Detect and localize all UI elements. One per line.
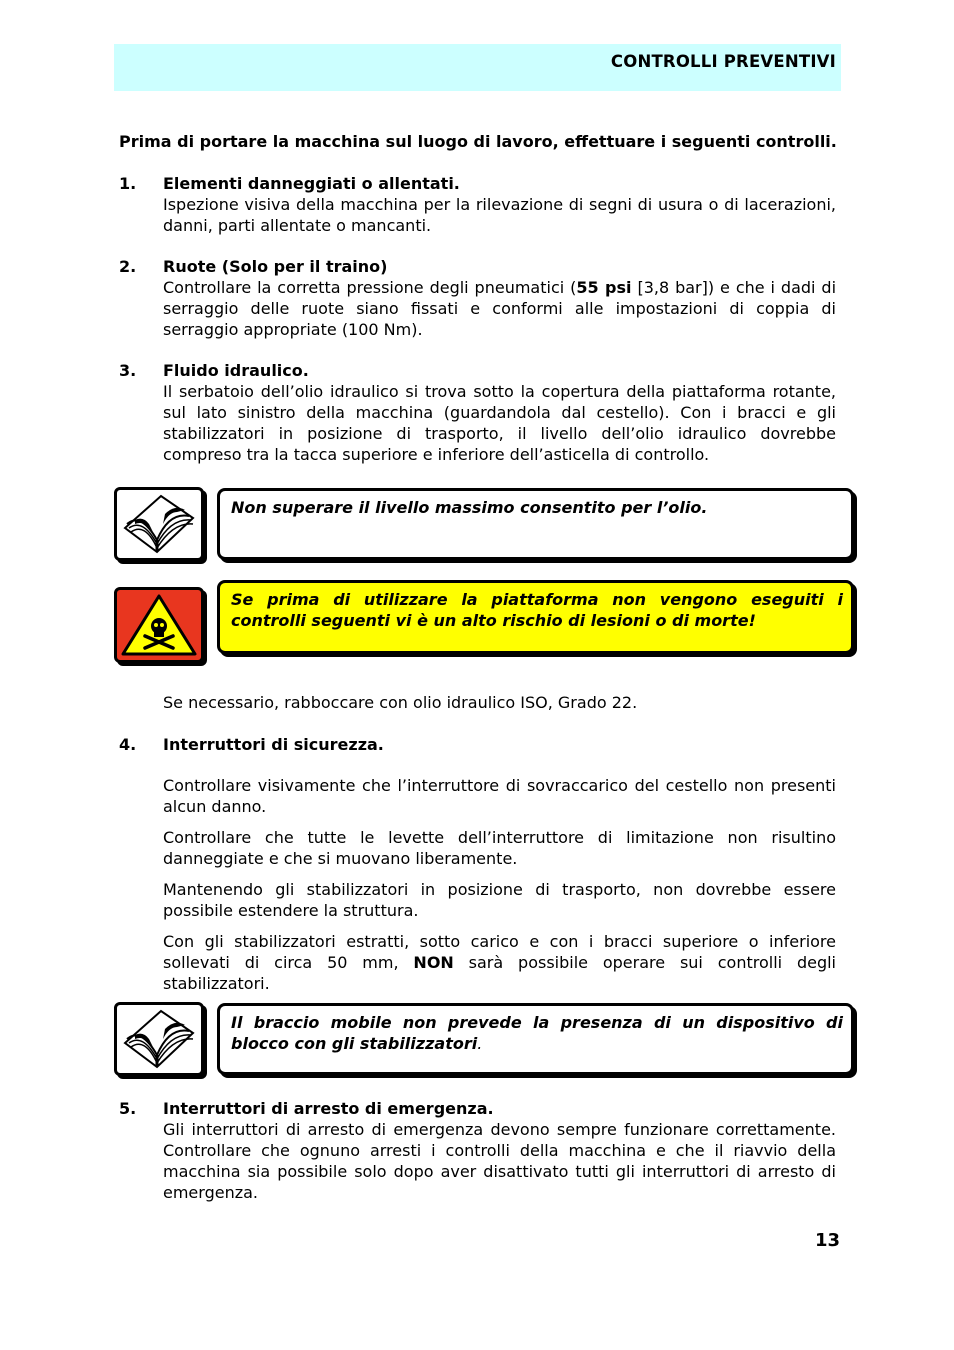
pressure-value: 55 psi bbox=[576, 278, 632, 297]
item-number: 2. bbox=[119, 257, 137, 276]
safety-paragraph-1: Controllare visivamente che l’interruttore di sovraccarico del cestello non presenti alcun danno. bbox=[163, 776, 836, 816]
header-bar bbox=[114, 44, 841, 91]
note-text: Il braccio mobile non prevede la presenza di un dispositivo di blocco con gli stabilizzatori bbox=[231, 1013, 843, 1053]
item-title: Elementi danneggiati o allentati. bbox=[163, 174, 460, 193]
item-body: Gli interruttori di arresto di emergenza devono sempre funzionare correttamente. Controllare che ognuno arresti i controlli della macchina e che il riavvio della macchina sia possibile solo dopo aver disattivato tutti gli interruttori di arresto di emergenza. bbox=[163, 1120, 836, 1202]
item-body bbox=[163, 277, 836, 340]
manual-icon-box bbox=[114, 1002, 204, 1076]
refill-instruction: Se necessario, rabboccare con olio idraulico ISO, Grado 22. bbox=[163, 693, 638, 712]
danger-warning bbox=[217, 580, 854, 654]
list-item-3 bbox=[119, 360, 836, 465]
list-item-5 bbox=[119, 1098, 836, 1203]
list-item-1 bbox=[119, 173, 836, 236]
emphasis-text: NON bbox=[413, 953, 454, 972]
item-title: Fluido idraulico. bbox=[163, 361, 309, 380]
item-title: Ruote (Solo per il traino) bbox=[163, 257, 388, 276]
intro-text: Prima di portare la macchina sul luogo di lavoro, effettuare i seguenti controlli. bbox=[119, 132, 837, 151]
item-number: 3. bbox=[119, 361, 137, 380]
open-book-icon bbox=[117, 1005, 201, 1073]
manual-icon-box bbox=[114, 487, 204, 561]
note-text-end: . bbox=[477, 1034, 483, 1053]
warning-text: Se prima di utilizzare la piattaforma non vengono eseguiti i controlli seguenti vi è un alto rischio di lesioni o di morte! bbox=[231, 590, 843, 630]
body-text: sarà possibile operare sui controlli degli stabilizzatori. bbox=[163, 953, 836, 993]
skull-warning-icon bbox=[117, 590, 201, 660]
list-item-2 bbox=[119, 256, 836, 340]
boom-lock-note bbox=[217, 1003, 854, 1075]
item-title: Interruttori di sicurezza. bbox=[163, 735, 384, 754]
oil-level-note bbox=[217, 488, 854, 560]
item-body: Il serbatoio dell’olio idraulico si trova sotto la copertura della piattaforma rotante, sul lato sinistro della macchina (guardandola dal cestello). Con i bracci e gli stabilizzatori in posizione di trasporto, il livello dell’olio idraulico dovrebbe compreso tra la tacca superiore e inferiore dell’asticella di controllo. bbox=[163, 382, 836, 464]
safety-paragraph-2: Controllare che tutte le levette dell’interruttore di limitazione non risultino danneggiate e che si muovano liberamente. bbox=[163, 828, 836, 868]
safety-paragraph-3: Mantenendo gli stabilizzatori in posizione di trasporto, non dovrebbe essere possibile estendere la struttura. bbox=[163, 880, 836, 920]
item-title: Interruttori di arresto di emergenza. bbox=[163, 1099, 494, 1118]
danger-icon-box bbox=[114, 587, 204, 663]
item-number: 4. bbox=[119, 735, 137, 754]
note-text: Non superare il livello massimo consentito per l’olio. bbox=[231, 498, 708, 517]
list-item-4 bbox=[119, 734, 836, 755]
section-title: CONTROLLI PREVENTIVI bbox=[610, 52, 836, 71]
item-number: 5. bbox=[119, 1099, 137, 1118]
page-number: 13 bbox=[814, 1230, 840, 1251]
item-number: 1. bbox=[119, 174, 137, 193]
body-text: [3,8 bar]) e che i dadi di serraggio delle ruote siano fissati e conformi alle impostazioni di coppia di serraggio appropriate (100 Nm). bbox=[163, 278, 837, 339]
body-text: Con gli stabilizzatori estratti, sotto carico e con i bracci superiore o inferiore sollevati di circa 50 mm, bbox=[163, 932, 836, 972]
item-body: Ispezione visiva della macchina per la rilevazione di segni di usura o di lacerazioni, danni, parti allentate o mancanti. bbox=[163, 195, 836, 235]
safety-paragraph-4 bbox=[163, 931, 836, 994]
body-text: Controllare la corretta pressione degli pneumatici ( bbox=[163, 278, 577, 297]
open-book-icon bbox=[117, 490, 201, 558]
